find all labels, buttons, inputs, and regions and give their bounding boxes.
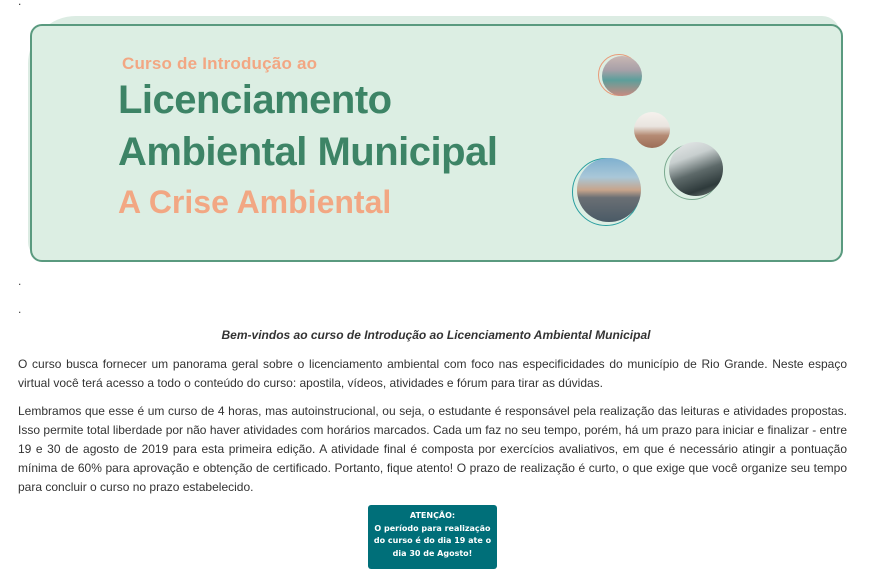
- notice-line-4: dia 30 de Agosto!: [392, 548, 473, 558]
- notice-line-2: O período para realização: [374, 523, 491, 533]
- dune-photo: [634, 112, 670, 148]
- city-waterfront-photo: [577, 158, 641, 222]
- street-photo: [669, 142, 723, 196]
- beach-photo: [602, 56, 642, 96]
- welcome-heading: Bem-vindos ao curso de Introdução ao Licenciamento Ambiental Municipal: [221, 328, 651, 342]
- separator-dot-2: .: [18, 302, 22, 316]
- separator-dot-1: .: [18, 274, 22, 288]
- details-paragraph: Lembramos que esse é um curso de 4 horas, mas autoinstrucional, ou seja, o estudante é responsável pela realização das leituras e atividades propostas. Isso permite total liberdade por não haver atividades com horários marcados. Cada um faz no seu tempo, porém, há um prazo para iniciar e finalizar - entre 19 e 30 de agosto de 2019 para esta primeira edição. A atividade final é composta por exercícios avaliativos, em que é necessário atingir a pontuação mínima de 60% para aprovação e obtenção de certificado. Portanto, fique atento! O prazo de realização é curto, o que exige que você organize seu tempo para concluir o curso no prazo estabelecido.: [18, 404, 847, 494]
- top-dot: .: [18, 0, 22, 8]
- banner-title-line-1: Licenciamento: [118, 78, 392, 122]
- intro-paragraph: O curso busca fornecer um panorama geral sobre o licenciamento ambiental com foco nas especificidades do município de Rio Grande. Neste espaço virtual você terá acesso a todo o conteúdo do curso: apostila, vídeos, atividades e fórum para tirar as dúvidas.: [18, 357, 847, 390]
- banner-title-line-2: Ambiental Municipal: [118, 130, 498, 174]
- notice-line-3: do curso é do dia 19 ate o: [373, 536, 492, 545]
- course-banner: [28, 14, 846, 262]
- banner-subtitle: Curso de Introdução ao: [122, 54, 318, 73]
- banner-title-line-3: A Crise Ambiental: [118, 184, 392, 220]
- deadline-notice: [368, 505, 497, 569]
- notice-line-1: ATENÇÃO:: [409, 511, 456, 520]
